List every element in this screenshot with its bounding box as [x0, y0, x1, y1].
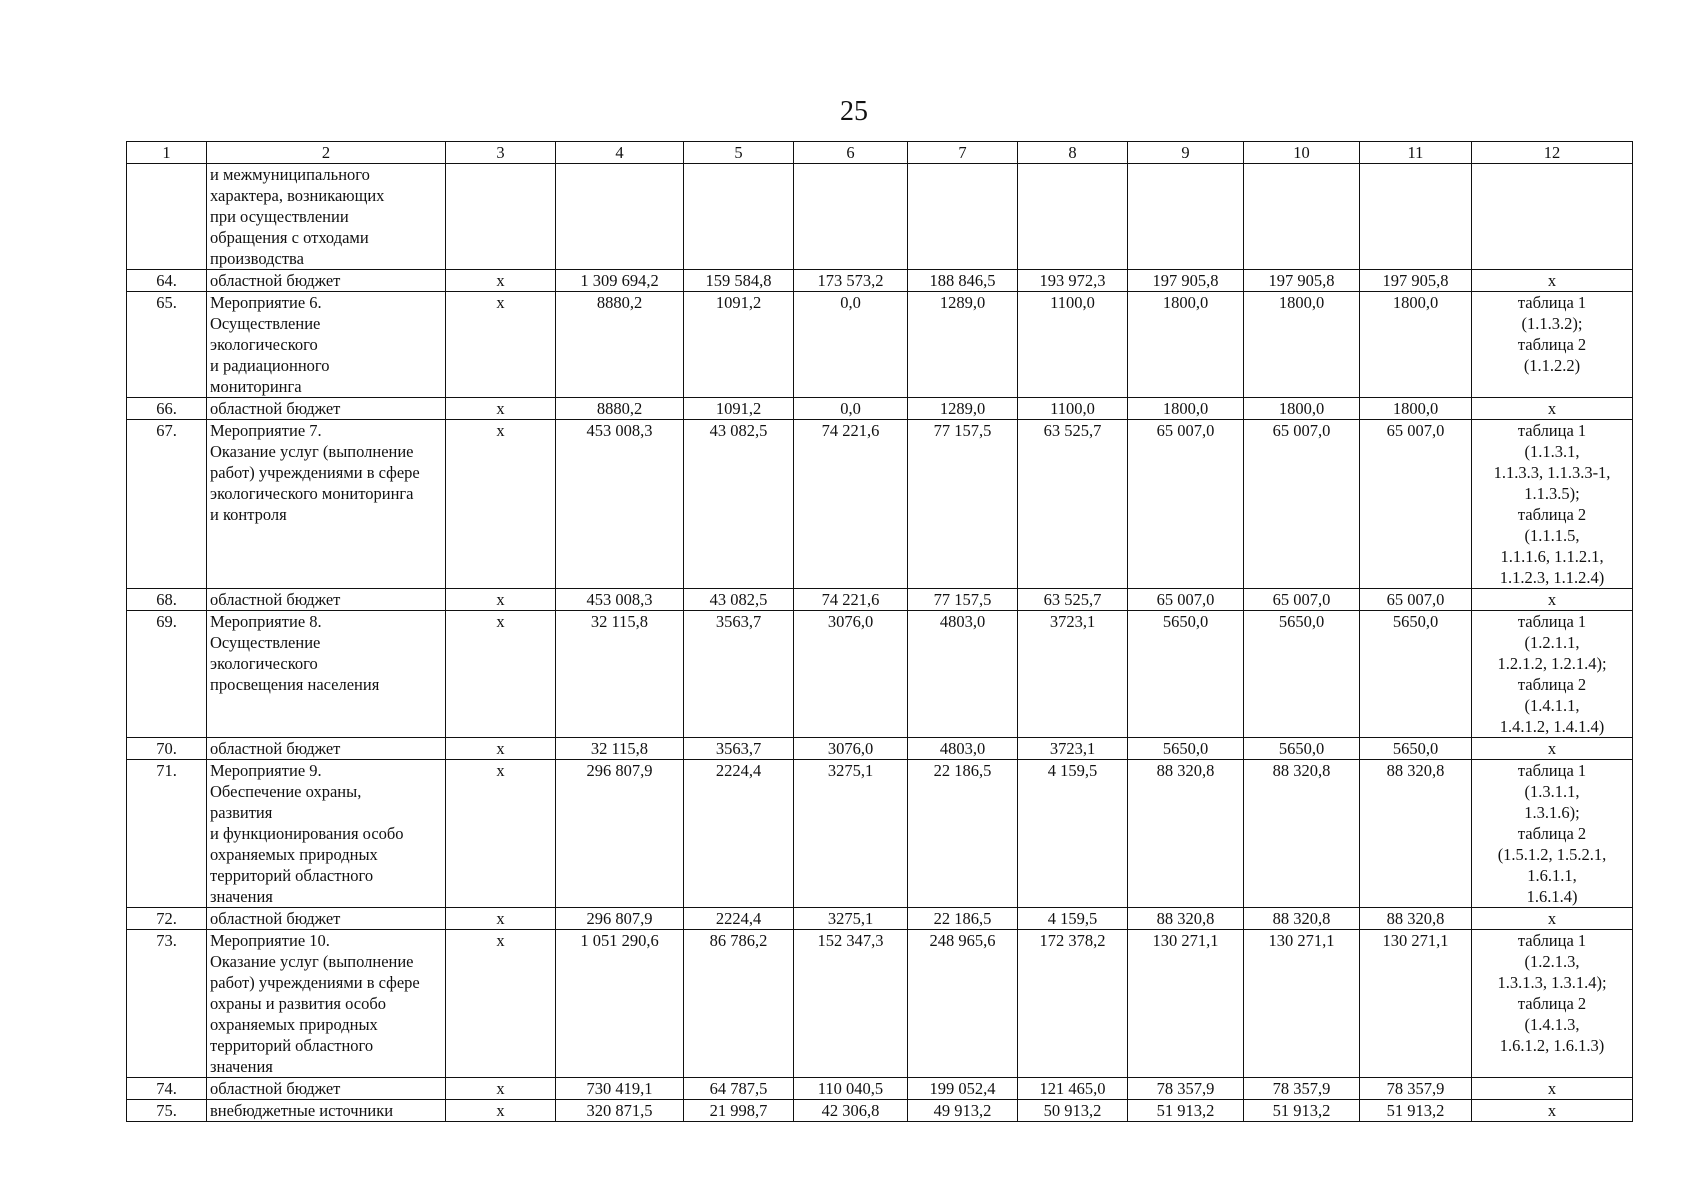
- value-cell: 49 913,2: [908, 1100, 1018, 1122]
- value-cell: 3275,1: [794, 760, 908, 908]
- value-cell: 65 007,0: [1244, 420, 1360, 589]
- value-cell: 3723,1: [1018, 611, 1128, 738]
- row-col3: х: [446, 589, 556, 611]
- value-cell: [794, 164, 908, 270]
- value-cell: 43 082,5: [684, 420, 794, 589]
- row-number: 65.: [127, 292, 207, 398]
- budget-table: [126, 141, 1633, 1122]
- value-cell: 74 221,6: [794, 420, 908, 589]
- value-cell: 65 007,0: [1360, 420, 1472, 589]
- value-cell: 50 913,2: [1018, 1100, 1128, 1122]
- value-cell: 51 913,2: [1360, 1100, 1472, 1122]
- value-cell: 21 998,7: [684, 1100, 794, 1122]
- table-row: [127, 1100, 1633, 1122]
- value-cell: 88 320,8: [1360, 908, 1472, 930]
- row-col3: х: [446, 611, 556, 738]
- value-cell: 22 186,5: [908, 908, 1018, 930]
- value-cell: 3275,1: [794, 908, 908, 930]
- row-reference: х: [1472, 738, 1633, 760]
- row-name: и межмуниципального характера, возникающих при осуществлении обращения с отходами производства: [207, 164, 446, 270]
- value-cell: 22 186,5: [908, 760, 1018, 908]
- table-row: [127, 164, 1633, 270]
- row-name: Мероприятие 6. Осуществление экологического и радиационного мониторинга: [207, 292, 446, 398]
- row-col3: х: [446, 930, 556, 1078]
- row-reference: таблица 1 (1.1.3.1, 1.1.3.3, 1.1.3.3-1, 1.1.3.5); таблица 2 (1.1.1.5, 1.1.1.6, 1.1.2.1, 1.1.2.3, 1.1.2.4): [1472, 420, 1633, 589]
- value-cell: 0,0: [794, 398, 908, 420]
- value-cell: 173 573,2: [794, 270, 908, 292]
- row-number: 68.: [127, 589, 207, 611]
- row-name: Мероприятие 8. Осуществление экологического просвещения населения: [207, 611, 446, 738]
- value-cell: [556, 164, 684, 270]
- value-cell: 63 525,7: [1018, 420, 1128, 589]
- column-header: 6: [794, 142, 908, 164]
- value-cell: 453 008,3: [556, 420, 684, 589]
- table-row: [127, 398, 1633, 420]
- row-name: Мероприятие 7. Оказание услуг (выполнение работ) учреждениями в сфере экологического мониторинга и контроля: [207, 420, 446, 589]
- value-cell: 121 465,0: [1018, 1078, 1128, 1100]
- value-cell: 4803,0: [908, 738, 1018, 760]
- value-cell: 296 807,9: [556, 908, 684, 930]
- value-cell: 1800,0: [1128, 292, 1244, 398]
- value-cell: 197 905,8: [1360, 270, 1472, 292]
- column-header: 4: [556, 142, 684, 164]
- row-name: внебюджетные источники: [207, 1100, 446, 1122]
- value-cell: 152 347,3: [794, 930, 908, 1078]
- value-cell: 5650,0: [1360, 738, 1472, 760]
- value-cell: 1800,0: [1360, 292, 1472, 398]
- value-cell: 1100,0: [1018, 292, 1128, 398]
- table-row: [127, 270, 1633, 292]
- value-cell: 42 306,8: [794, 1100, 908, 1122]
- value-cell: 63 525,7: [1018, 589, 1128, 611]
- value-cell: 5650,0: [1244, 611, 1360, 738]
- value-cell: 0,0: [794, 292, 908, 398]
- value-cell: 320 871,5: [556, 1100, 684, 1122]
- value-cell: 1289,0: [908, 398, 1018, 420]
- value-cell: 32 115,8: [556, 611, 684, 738]
- row-number: 66.: [127, 398, 207, 420]
- value-cell: 32 115,8: [556, 738, 684, 760]
- row-name: областной бюджет: [207, 398, 446, 420]
- table-row: [127, 420, 1633, 589]
- row-name: областной бюджет: [207, 908, 446, 930]
- value-cell: 130 271,1: [1128, 930, 1244, 1078]
- row-col3: х: [446, 1100, 556, 1122]
- value-cell: 1800,0: [1244, 398, 1360, 420]
- row-name: Мероприятие 10. Оказание услуг (выполнение работ) учреждениями в сфере охраны и развития особо охраняемых природных территорий областного значения: [207, 930, 446, 1078]
- row-col3: х: [446, 738, 556, 760]
- value-cell: 4 159,5: [1018, 760, 1128, 908]
- value-cell: 197 905,8: [1244, 270, 1360, 292]
- value-cell: 51 913,2: [1244, 1100, 1360, 1122]
- row-col3: х: [446, 270, 556, 292]
- row-number: 74.: [127, 1078, 207, 1100]
- row-number: 71.: [127, 760, 207, 908]
- value-cell: 1800,0: [1360, 398, 1472, 420]
- row-reference: таблица 1 (1.1.3.2); таблица 2 (1.1.2.2): [1472, 292, 1633, 398]
- column-header: 5: [684, 142, 794, 164]
- value-cell: [1128, 164, 1244, 270]
- value-cell: 88 320,8: [1244, 908, 1360, 930]
- table-row: [127, 611, 1633, 738]
- value-cell: 188 846,5: [908, 270, 1018, 292]
- value-cell: 1 051 290,6: [556, 930, 684, 1078]
- value-cell: 4803,0: [908, 611, 1018, 738]
- value-cell: 77 157,5: [908, 420, 1018, 589]
- row-reference: х: [1472, 398, 1633, 420]
- table-row: [127, 760, 1633, 908]
- row-col3: х: [446, 908, 556, 930]
- value-cell: 4 159,5: [1018, 908, 1128, 930]
- value-cell: 8880,2: [556, 398, 684, 420]
- value-cell: 78 357,9: [1128, 1078, 1244, 1100]
- row-name: областной бюджет: [207, 270, 446, 292]
- value-cell: 1 309 694,2: [556, 270, 684, 292]
- value-cell: 65 007,0: [1128, 420, 1244, 589]
- value-cell: 1100,0: [1018, 398, 1128, 420]
- column-header: 3: [446, 142, 556, 164]
- value-cell: [684, 164, 794, 270]
- value-cell: 130 271,1: [1244, 930, 1360, 1078]
- row-reference: х: [1472, 270, 1633, 292]
- row-reference: х: [1472, 908, 1633, 930]
- row-reference: х: [1472, 1078, 1633, 1100]
- value-cell: 2224,4: [684, 760, 794, 908]
- table-row: [127, 930, 1633, 1078]
- row-col3: [446, 164, 556, 270]
- column-header: 8: [1018, 142, 1128, 164]
- page-number: 25: [840, 96, 868, 127]
- value-cell: 78 357,9: [1360, 1078, 1472, 1100]
- value-cell: 3076,0: [794, 611, 908, 738]
- value-cell: 88 320,8: [1128, 908, 1244, 930]
- value-cell: 1289,0: [908, 292, 1018, 398]
- column-header: 10: [1244, 142, 1360, 164]
- value-cell: 86 786,2: [684, 930, 794, 1078]
- row-col3: х: [446, 398, 556, 420]
- row-name: областной бюджет: [207, 1078, 446, 1100]
- value-cell: 1091,2: [684, 398, 794, 420]
- column-header: 2: [207, 142, 446, 164]
- row-reference: таблица 1 (1.2.1.3, 1.3.1.3, 1.3.1.4); таблица 2 (1.4.1.3, 1.6.1.2, 1.6.1.3): [1472, 930, 1633, 1078]
- column-header: 9: [1128, 142, 1244, 164]
- value-cell: 3563,7: [684, 738, 794, 760]
- row-reference: х: [1472, 589, 1633, 611]
- value-cell: 8880,2: [556, 292, 684, 398]
- table-row: [127, 1078, 1633, 1100]
- row-reference: х: [1472, 1100, 1633, 1122]
- row-reference: таблица 1 (1.2.1.1, 1.2.1.2, 1.2.1.4); таблица 2 (1.4.1.1, 1.4.1.2, 1.4.1.4): [1472, 611, 1633, 738]
- value-cell: 5650,0: [1360, 611, 1472, 738]
- value-cell: 1800,0: [1244, 292, 1360, 398]
- row-number: 72.: [127, 908, 207, 930]
- row-name: областной бюджет: [207, 738, 446, 760]
- row-number: 75.: [127, 1100, 207, 1122]
- value-cell: 65 007,0: [1128, 589, 1244, 611]
- value-cell: [908, 164, 1018, 270]
- value-cell: [1244, 164, 1360, 270]
- value-cell: 130 271,1: [1360, 930, 1472, 1078]
- value-cell: 65 007,0: [1360, 589, 1472, 611]
- row-name: Мероприятие 9. Обеспечение охраны, развития и функционирования особо охраняемых природных территорий областного значения: [207, 760, 446, 908]
- value-cell: 74 221,6: [794, 589, 908, 611]
- value-cell: 3076,0: [794, 738, 908, 760]
- value-cell: 3723,1: [1018, 738, 1128, 760]
- value-cell: 159 584,8: [684, 270, 794, 292]
- value-cell: 5650,0: [1128, 738, 1244, 760]
- value-cell: 77 157,5: [908, 589, 1018, 611]
- value-cell: 3563,7: [684, 611, 794, 738]
- row-col3: х: [446, 760, 556, 908]
- value-cell: 65 007,0: [1244, 589, 1360, 611]
- value-cell: 197 905,8: [1128, 270, 1244, 292]
- table-row: [127, 292, 1633, 398]
- row-number: [127, 164, 207, 270]
- row-number: 73.: [127, 930, 207, 1078]
- value-cell: 172 378,2: [1018, 930, 1128, 1078]
- row-number: 64.: [127, 270, 207, 292]
- value-cell: 248 965,6: [908, 930, 1018, 1078]
- value-cell: 296 807,9: [556, 760, 684, 908]
- value-cell: 1091,2: [684, 292, 794, 398]
- value-cell: 78 357,9: [1244, 1078, 1360, 1100]
- row-number: 70.: [127, 738, 207, 760]
- column-header: 1: [127, 142, 207, 164]
- value-cell: 193 972,3: [1018, 270, 1128, 292]
- value-cell: [1360, 164, 1472, 270]
- value-cell: 5650,0: [1244, 738, 1360, 760]
- row-reference: таблица 1 (1.3.1.1, 1.3.1.6); таблица 2 (1.5.1.2, 1.5.2.1, 1.6.1.1, 1.6.1.4): [1472, 760, 1633, 908]
- value-cell: 88 320,8: [1128, 760, 1244, 908]
- column-header: 12: [1472, 142, 1633, 164]
- table-body: [127, 164, 1633, 1122]
- row-col3: х: [446, 420, 556, 589]
- row-number: 69.: [127, 611, 207, 738]
- column-header: 7: [908, 142, 1018, 164]
- value-cell: 110 040,5: [794, 1078, 908, 1100]
- table-row: [127, 908, 1633, 930]
- row-number: 67.: [127, 420, 207, 589]
- value-cell: 1800,0: [1128, 398, 1244, 420]
- value-cell: 453 008,3: [556, 589, 684, 611]
- value-cell: 64 787,5: [684, 1078, 794, 1100]
- column-header: 11: [1360, 142, 1472, 164]
- value-cell: 88 320,8: [1360, 760, 1472, 908]
- value-cell: 2224,4: [684, 908, 794, 930]
- row-col3: х: [446, 1078, 556, 1100]
- value-cell: 199 052,4: [908, 1078, 1018, 1100]
- value-cell: 88 320,8: [1244, 760, 1360, 908]
- value-cell: 43 082,5: [684, 589, 794, 611]
- row-name: областной бюджет: [207, 589, 446, 611]
- header-row: [127, 142, 1633, 164]
- value-cell: 51 913,2: [1128, 1100, 1244, 1122]
- table-row: [127, 589, 1633, 611]
- value-cell: 5650,0: [1128, 611, 1244, 738]
- value-cell: [1018, 164, 1128, 270]
- row-reference: [1472, 164, 1633, 270]
- table-row: [127, 738, 1633, 760]
- row-col3: х: [446, 292, 556, 398]
- value-cell: 730 419,1: [556, 1078, 684, 1100]
